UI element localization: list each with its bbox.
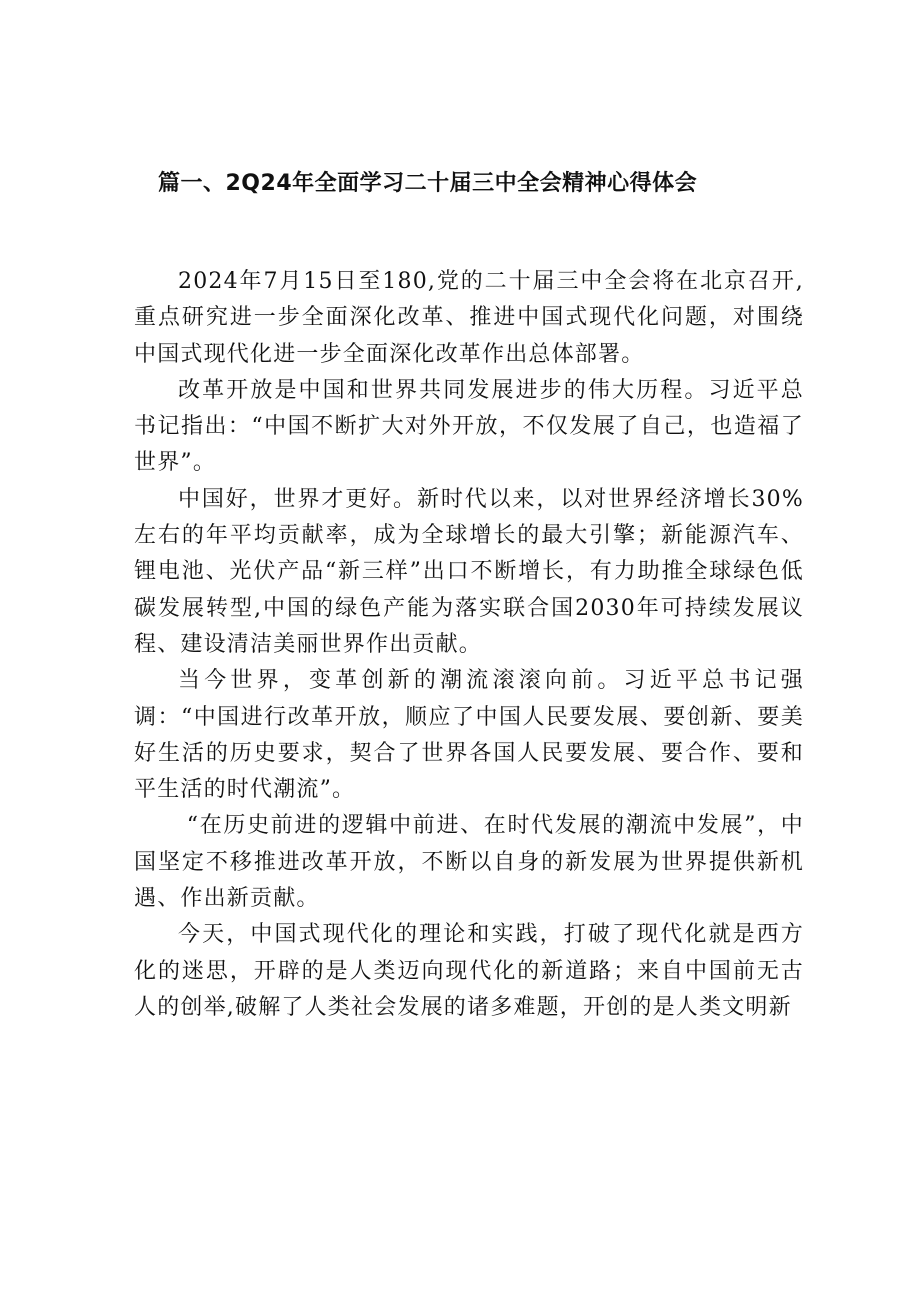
paragraph-3: 中国好，世界才更好。新时代以来，以对世界经济增长30%左右的年平均贡献率，成为全球增长的最大引擎；新能源汽车、锂电池、光伏产品“新三样”出口不断增长，有力助推全球绿色低碳发展转型,中国的绿色产能为落实联合国2030年可持续发展议程、建设清洁美丽世界作出贡献。 (134, 486, 804, 657)
document-body (134, 264, 804, 1026)
paragraph-2: 改革开放是中国和世界共同发展进步的伟大历程。习近平总书记指出：“中国不断扩大对外开放，不仅发展了自己，也造福了世界”。 (134, 377, 804, 476)
paragraph-1: 2024年7月15日至180,党的二十届三中全会将在北京召开,重点研究进一步全面深化改革、推进中国式现代化问题，对围绕中国式现代化进一步全面深化改革作出总体部署。 (134, 269, 804, 367)
paragraph-5: “在历史前进的逻辑中前进、在时代发展的潮流中发展”，中国坚定不移推进改革开放，不断以自身的新发展为世界提供新机遇、作出新贡献。 (134, 813, 804, 912)
paragraph-6: 今天，中国式现代化的理论和实践，打破了现代化就是西方化的迷思，开辟的是人类迈向现代化的新道路；来自中国前无古人的创举,破解了人类社会发展的诸多难题，开创的是人类文明新 (134, 922, 804, 1020)
paragraph-4: 当今世界，变革创新的潮流滚滚向前。习近平总书记强调：“中国进行改革开放，顺应了中国人民要发展、要创新、要美好生活的历史要求，契合了世界各国人民要发展、要合作、要和平生活的时代潮流”。 (134, 668, 804, 803)
document-title: 篇一、2Q24年全面学习二十届三中全会精神心得体会 (158, 171, 698, 196)
